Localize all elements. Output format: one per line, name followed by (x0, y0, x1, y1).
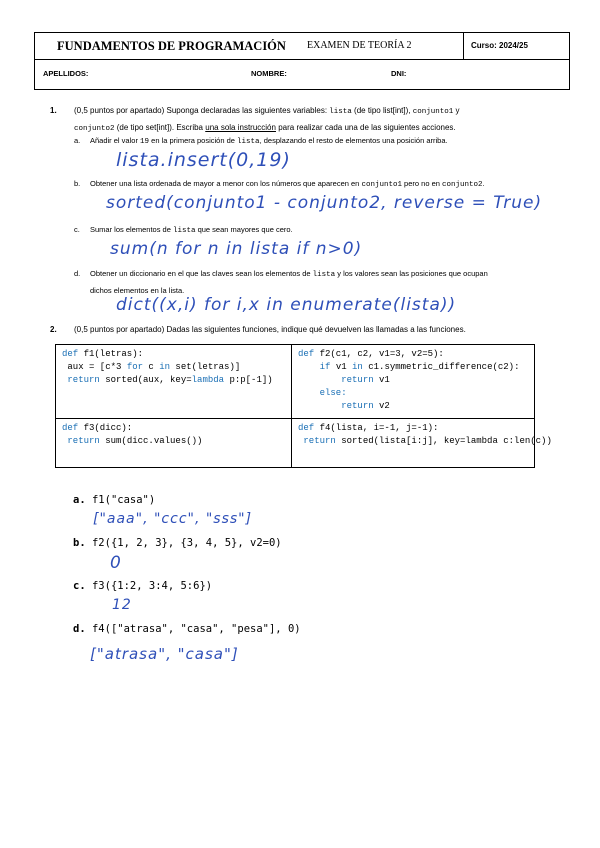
intro-text: (de tipo set[int]). Escriba (116, 123, 204, 132)
question-number: 2. (50, 325, 57, 334)
answer-2a: ["aaa", "ccc", "sss"] (93, 511, 253, 527)
var-lista: lista (172, 227, 196, 235)
code-f1: def f1(letras): aux = [c*3 for c in set(letras)] return sorted(aux, key=lambda p:p[-1]) (62, 349, 273, 385)
intro-text: y (455, 106, 460, 115)
answer-1c: sum(n for n in lista if n>0) (110, 239, 363, 259)
answer-1d: dict((x,i) for i,x in enumerate(lista)) (116, 295, 457, 315)
var-conjunto2: conjunto2 (74, 125, 115, 133)
answer-2d: ["atrasa", "casa"] (90, 645, 239, 663)
var-conjunto2: conjunto2 (442, 181, 483, 189)
item-value: 19 (140, 138, 150, 146)
item-text: y los valores sean las posiciones que ocupan (337, 269, 488, 278)
item-text: en la primera posición de (151, 136, 235, 145)
item-text: , desplazando el resto de elementos una posición arriba. (259, 136, 448, 145)
item-text: Obtener un diccionario en el que las claves sean los elementos de (90, 269, 311, 278)
intro-underlined: una sola instrucción (205, 123, 276, 132)
item-text: Sumar los elementos de (90, 225, 171, 234)
item-text: Añadir el valor (90, 136, 138, 145)
call-d: d. f4(["atrasa", "casa", "pesa"], 0) (73, 623, 301, 635)
call-b: b. f2({1, 2, 3}, {3, 4, 5}, v2=0) (73, 537, 282, 549)
code-f4: def f4(lista, i=-1, j=-1): return sorted(lista[i:j], key=lambda c:len(c)) (298, 423, 552, 446)
question-number: 1. (50, 106, 57, 115)
course-title: FUNDAMENTOS DE PROGRAMACIÓN (57, 39, 286, 53)
call-a: a. f1("casa") (73, 494, 156, 506)
answer-2b: 0 (110, 553, 122, 573)
header-divider (463, 33, 464, 59)
answer-1b: sorted(conjunto1 - conjunto2, reverse = True) (106, 193, 543, 213)
var-lista: lista (312, 271, 336, 279)
var-lista: lista (329, 108, 352, 116)
intro-text: para realizar cada una de las siguientes acciones. (278, 123, 456, 132)
exam-header (34, 32, 570, 90)
intro-text: (de tipo list[int]), (354, 106, 411, 115)
item-text: Obtener una lista ordenada de mayor a menor con los números que aparecen en (90, 179, 360, 188)
item-text: dichos elementos en la lista. (90, 286, 185, 295)
item-letter: c. (74, 225, 80, 234)
dni-label: DNI: (391, 69, 407, 78)
var-conjunto1: conjunto1 (361, 181, 402, 189)
answer-2c: 12 (112, 597, 132, 613)
code-f2: def f2(c1, c2, v1=3, v2=5): if v1 in c1.symmetric_difference(c2): return v1 else: return v2 (298, 349, 520, 411)
item-text: que sean mayores que cero. (197, 225, 293, 234)
header-row-title (35, 33, 569, 60)
answer-1a: lista.insert(0,19) (116, 149, 291, 171)
code-f3: def f3(dicc): return sum(dicc.values()) (62, 423, 203, 446)
exam-title: EXAMEN DE TEORÍA 2 (307, 40, 412, 51)
intro-text: (0,5 puntos por apartado) Suponga declaradas las siguientes variables: (74, 106, 328, 115)
code-table (55, 344, 552, 468)
question-1-intro (74, 103, 570, 137)
var-conjunto1: conjunto1 (412, 108, 454, 116)
var-lista: lista (237, 138, 260, 146)
item-text: pero no en (404, 179, 440, 188)
apellidos-label: APELLIDOS: (43, 69, 89, 78)
academic-year: Curso: 2024/25 (471, 41, 528, 50)
item-letter: d. (74, 269, 81, 278)
item-letter: a. (74, 136, 81, 145)
call-c: c. f3({1:2, 3:4, 5:6}) (73, 580, 213, 592)
item-letter: b. (74, 179, 81, 188)
question-2-intro: (0,5 puntos por apartado) Dadas las siguientes funciones, indique qué devuelven las llamadas a las funciones. (74, 325, 466, 334)
nombre-label: NOMBRE: (251, 69, 287, 78)
